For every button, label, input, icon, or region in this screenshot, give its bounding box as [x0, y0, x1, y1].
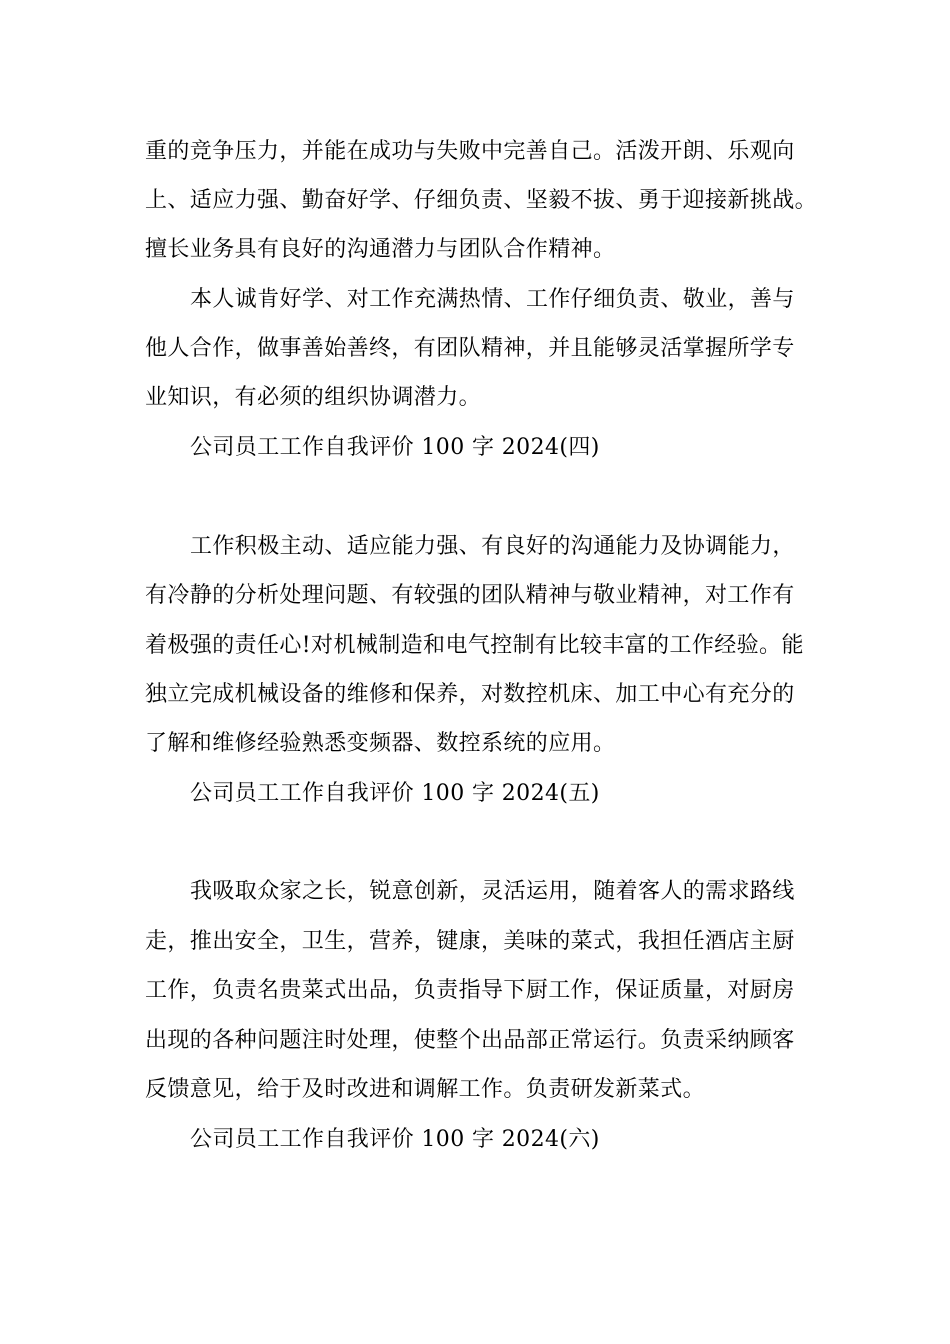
paragraph-line: 独立完成机械设备的维修和保养，对数控机床、加工中心有充分的	[145, 682, 795, 707]
paragraph-line: 着极强的责任心!对机械制造和电气控制有比较丰富的工作经验。能	[145, 633, 804, 658]
paragraph-line: 本人诚肯好学、对工作充满热情、工作仔细负责、敬业，善与	[190, 287, 795, 312]
paragraph-line: 他人合作，做事善始善终，有团队精神，并且能够灵活掌握所学专	[145, 336, 795, 361]
section-heading: 公司员工工作自我评价 100 字 2024(五)	[190, 781, 600, 806]
paragraph-line: 擅长业务具有良好的沟通潜力与团队合作精神。	[145, 237, 616, 262]
paragraph-line: 重的竞争压力，并能在成功与失败中完善自己。活泼开朗、乐观向	[145, 139, 795, 164]
paragraph-line: 我吸取众家之长，锐意创新，灵活运用，随着客人的需求路线	[190, 879, 795, 904]
paragraph-line: 出现的各种问题注时处理，使整个出品部正常运行。负责采纳顾客	[145, 1028, 795, 1053]
section-heading: 公司员工工作自我评价 100 字 2024(四)	[190, 435, 600, 460]
paragraph-line: 工作积极主动、适应能力强、有良好的沟通能力及协调能力，	[190, 534, 795, 559]
paragraph-line: 有冷静的分析处理问题、有较强的团队精神与敬业精神，对工作有	[145, 583, 795, 608]
paragraph-line: 了解和维修经验熟悉变频器、数控系统的应用。	[145, 731, 616, 756]
paragraph-line: 反馈意见，给于及时改进和调解工作。负责研发新菜式。	[145, 1077, 706, 1102]
paragraph-line: 业知识，有必须的组织协调潜力。	[145, 385, 482, 410]
paragraph-line: 走，推出安全，卫生，营养，键康，美味的菜式，我担任酒店主厨	[145, 929, 795, 954]
paragraph-line: 上、适应力强、勤奋好学、仔细负责、坚毅不拔、勇于迎接新挑战。	[145, 188, 818, 213]
paragraph-line: 工作，负责名贵菜式出品，负责指导下厨工作，保证质量，对厨房	[145, 978, 795, 1003]
section-heading: 公司员工工作自我评价 100 字 2024(六)	[190, 1127, 600, 1152]
